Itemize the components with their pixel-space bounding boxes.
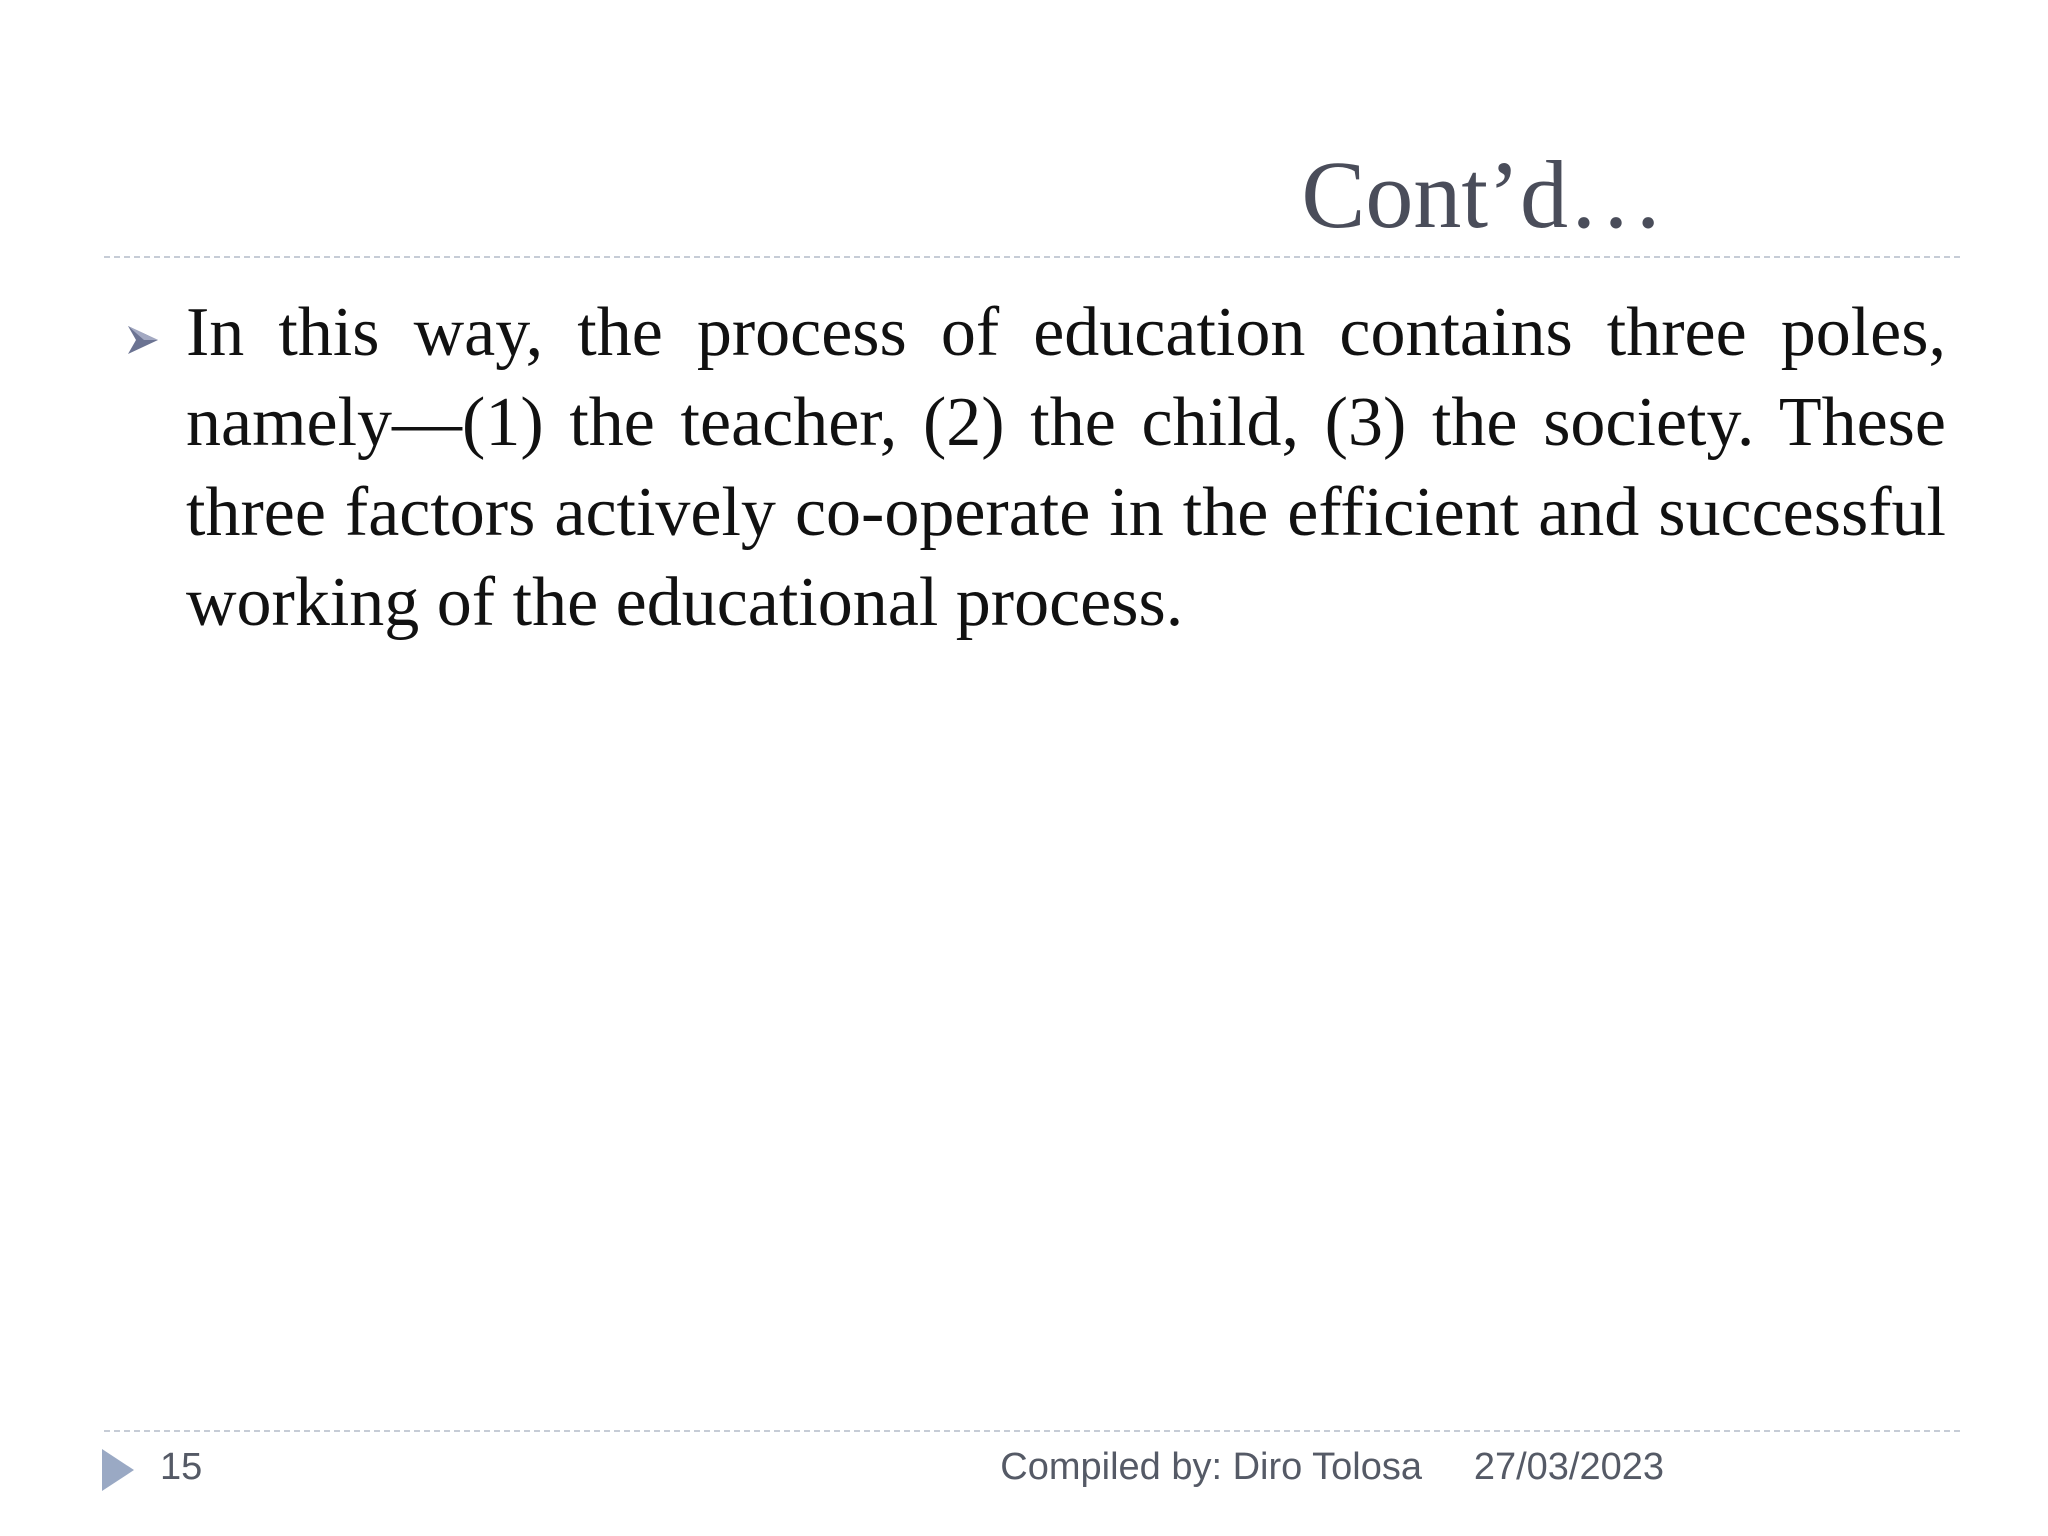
chevron-right-bullet-icon	[120, 318, 164, 362]
bullet-item	[120, 288, 1946, 648]
footer-divider	[104, 1430, 1960, 1432]
slide-title: Cont’d…	[1301, 141, 1664, 248]
footer-date: 27/03/2023	[1473, 1446, 1664, 1488]
triangle-right-icon	[100, 1447, 136, 1493]
title-divider	[104, 256, 1960, 258]
bullet-text: In this way, the process of education contains three poles, namely—(1) the teacher, (2) the child, (3) the society. These three factors actively co-operate in the efficient and successful working of the educational process.	[186, 294, 1946, 641]
page-number: 15	[160, 1446, 203, 1488]
footer-credit: Compiled by: Diro Tolosa	[1000, 1446, 1422, 1488]
